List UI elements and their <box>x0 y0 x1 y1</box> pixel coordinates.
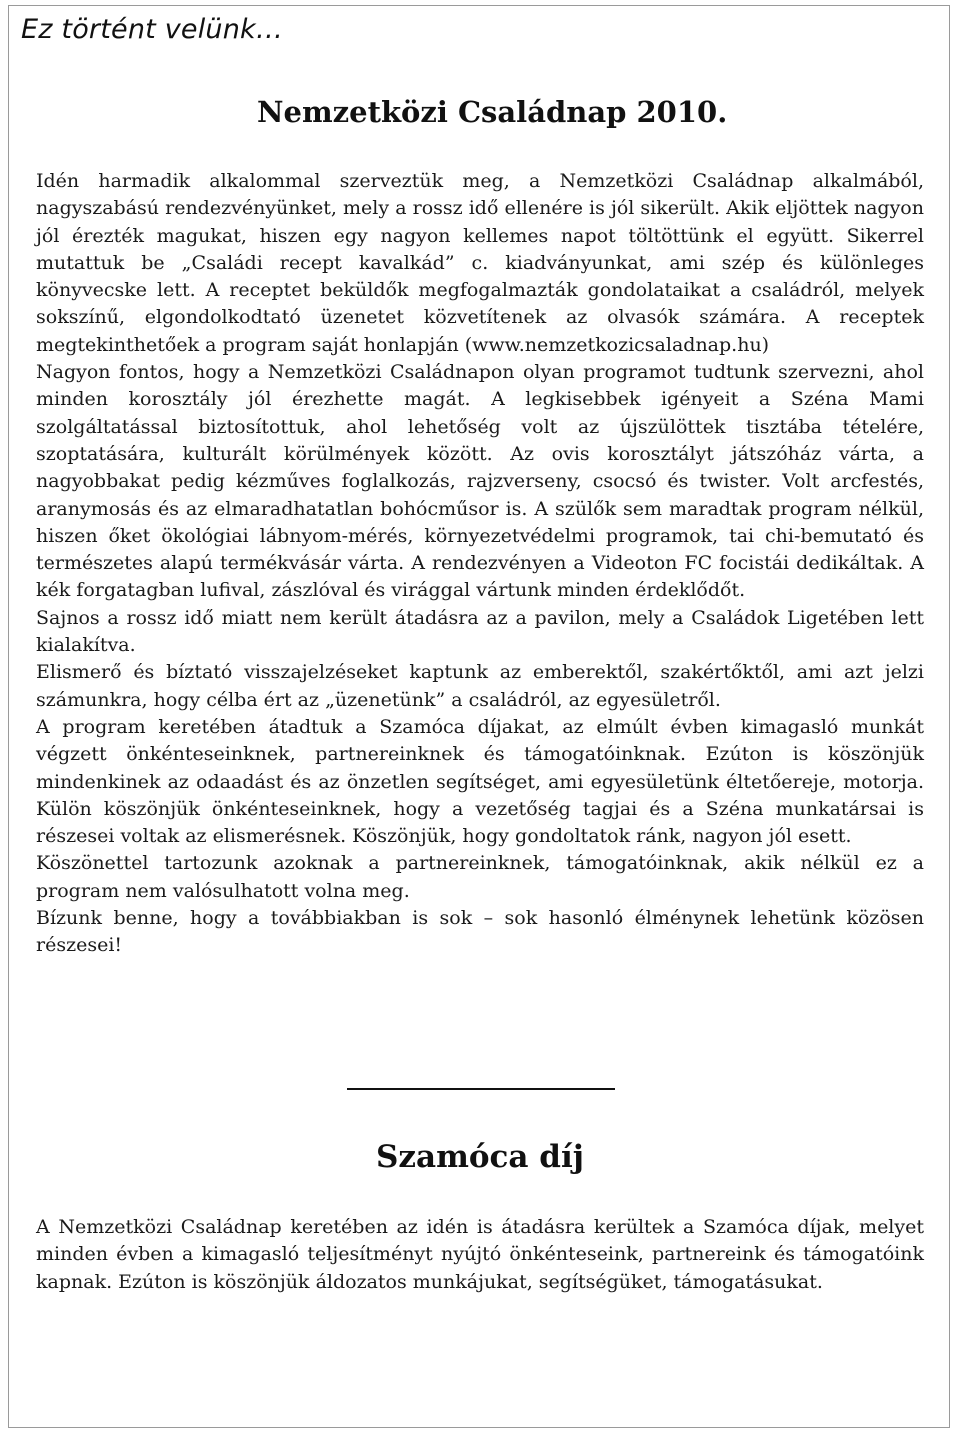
section-header: Ez történt velünk… <box>21 14 284 45</box>
page-frame <box>8 5 950 1428</box>
paragraph: Nagyon fontos, hogy a Nemzetközi Családnapon olyan programot tudtunk szervezni, ahol minden korosztály jól érezhette magát. A legkisebbek igényeit a Széna Mami szolgáltatással biztosítottuk, ahol lehetőség volt az újszülöttek tisztába tételére, szoptatására, kulturált körülmények között. Az ovis korosztályt játszóház várta, a nagyobbakat pedig kézműves foglalkozás, rajzverseny, csocsó és twister. Volt arcfestés, aranymosás és az elmaradhatatlan bohócműsor is. A szülők sem maradtak program nélkül, hiszen őket ökológiai lábnyom-mérés, környezetvédelmi programok, tai chi-bemutató és természetes alapú termékvásár várta. A rendezvényen a Videoton FC focistái dedikáltak. A kék forgatagban lufival, zászlóval és virággal vártunk minden érdeklődőt. <box>36 361 924 602</box>
article-body-szamoca <box>36 1214 924 1296</box>
paragraph: Bízunk benne, hogy a továbbiakban is sok – sok hasonló élménynek lehetünk közösen részesei! <box>36 907 924 957</box>
article-body-csaladnap <box>36 168 924 960</box>
article-title-csaladnap: Nemzetközi Családnap 2010. <box>257 95 728 129</box>
paragraph: A Nemzetközi Családnap keretében az idén is átadásra kerültek a Szamóca díjak, melyet minden évben a kimagasló teljesítményt nyújtó önkénteseink, partnereink és támogatóink kapnak. Ezúton is köszönjük áldozatos munkájukat, segítségüket, támogatásukat. <box>36 1216 924 1293</box>
paragraph: Köszönettel tartozunk azoknak a partnereinknek, támogatóinknak, akik nélkül ez a program nem valósulhatott volna meg. <box>36 852 924 902</box>
paragraph: Elismerő és bíztató visszajelzéseket kaptunk az emberektől, szakértőktől, ami azt jelzi számunkra, hogy célba ért az „üzenetünk” a családról, az egyesületről. <box>36 661 924 711</box>
paragraph: A program keretében átadtuk a Szamóca díjakat, az elmúlt évben kimagasló munkát végzett önkénteseinknek, partnereinknek és támogatóinknak. Ezúton is köszönjük mindenkinek az odaadást és az önzetlen segítséget, ami egyesületünk éltetőereje, motorja. Külön köszönjük önkénteseinknek, hogy a vezetőség tagjai és a Széna munkatársai is részesei voltak az elismerésnek. Köszönjük, hogy gondoltatok ránk, nagyon jól esett. <box>36 715 924 848</box>
section-divider <box>347 1088 615 1090</box>
article-title-szamoca: Szamóca díj <box>376 1139 584 1175</box>
paragraph: Sajnos a rossz idő miatt nem került átadásra az a pavilon, mely a Családok Ligetében lett kialakítva. <box>36 606 924 657</box>
paragraph: Idén harmadik alkalommal szerveztük meg, a Nemzetközi Családnap alkalmából, nagyszabású rendezvényünket, mely a rossz idő ellenére is jól sikerült. Akik eljöttek nagyon jól érezték magukat, hiszen egy nagyon kellemes napot töltöttünk el együtt. Sikerrel mutattuk be „Családi recept kavalkád” c. kiadványunkat, ami szép és különleges könyvecske lett. A receptet beküldők megfogalmazták gondolataikat a családról, melyek sokszínű, elgondolkodtató üzenetet közvetítenek az olvasók számára. A receptek megtekinthetőek a program saját honlapján (www.nemzetkozicsaladnap.hu) <box>36 170 924 356</box>
